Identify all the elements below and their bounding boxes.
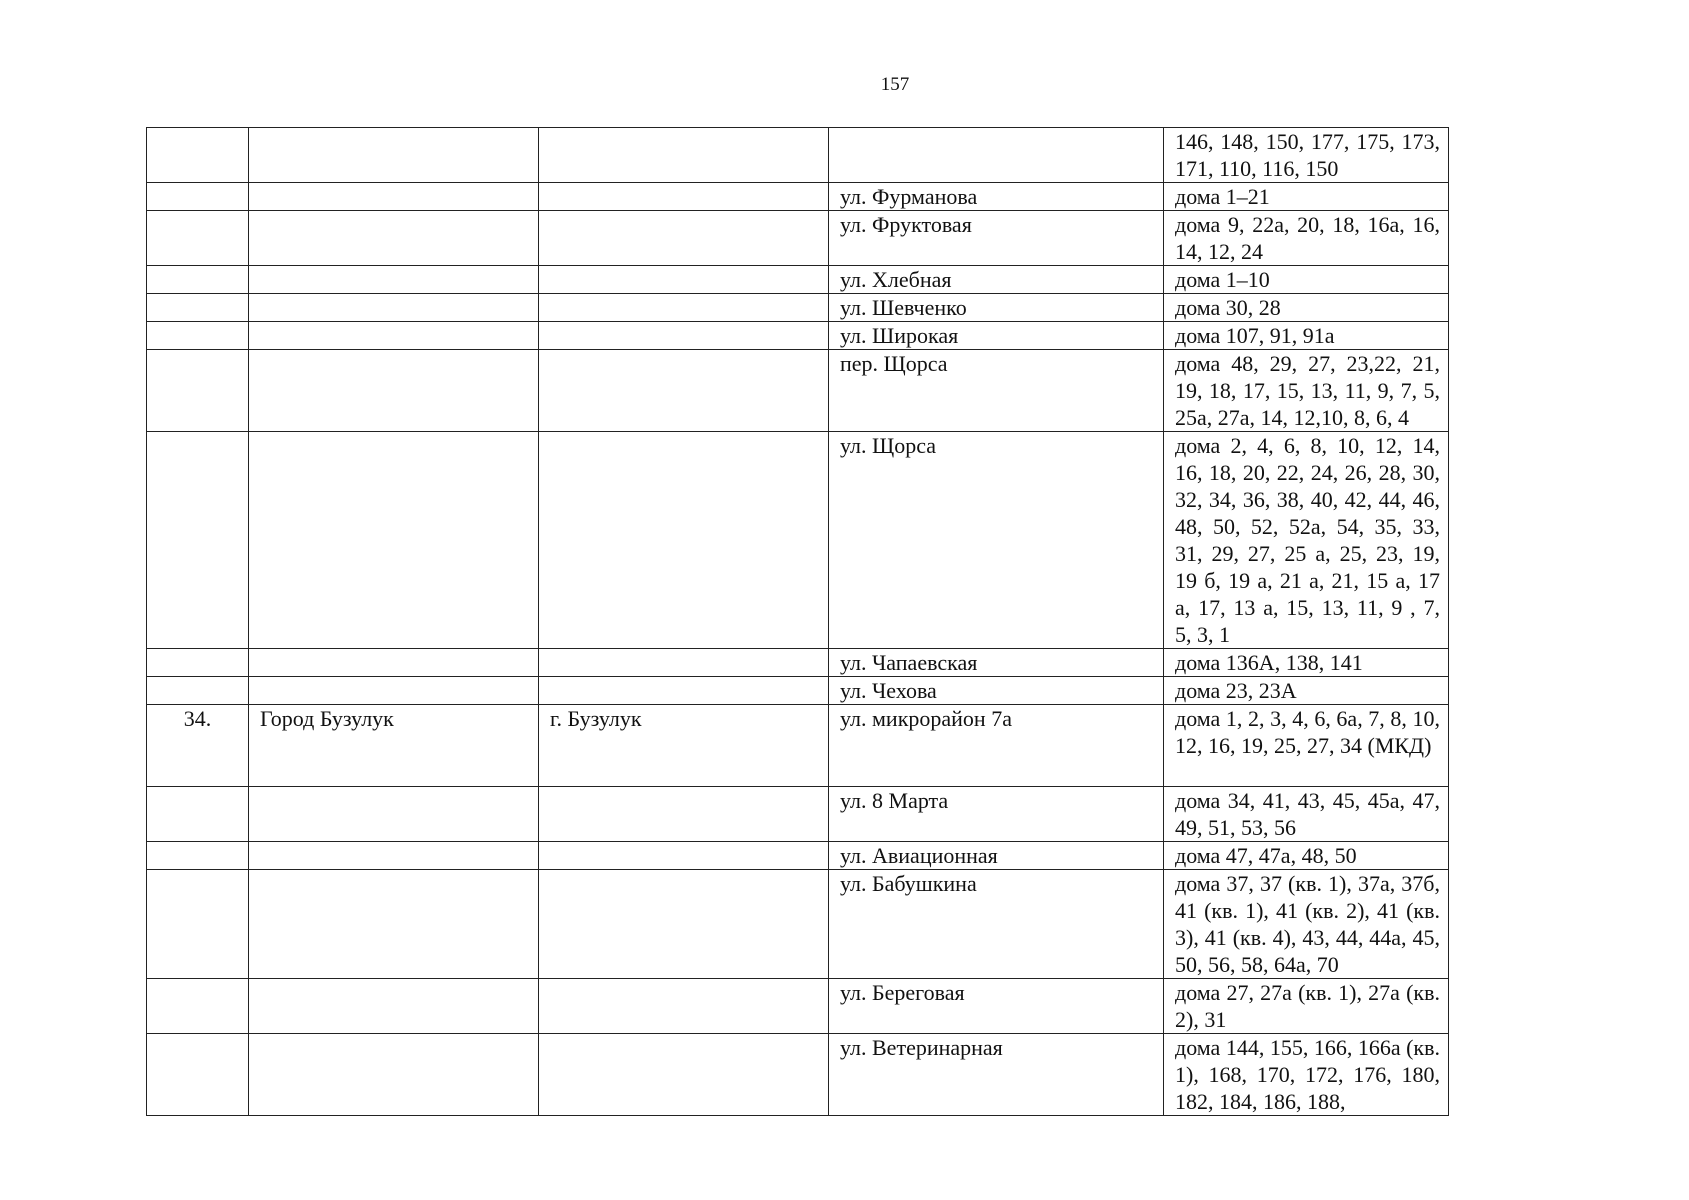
cell-number xyxy=(147,842,249,870)
cell-houses: дома 34, 41, 43, 45, 45а, 47, 49, 51, 53, 56 xyxy=(1164,787,1449,842)
cell-number xyxy=(147,128,249,183)
cell-houses: дома 37, 37 (кв. 1), 37а, 37б, 41 (кв. 1), 41 (кв. 2), 41 (кв. 3), 41 (кв. 4), 43, 44, 44а, 45, 50, 56, 58, 64а, 70 xyxy=(1164,870,1449,979)
cell-street: ул. Фруктовая xyxy=(829,211,1164,266)
cell-street xyxy=(829,128,1164,183)
cell-street: ул. 8 Марта xyxy=(829,787,1164,842)
cell-houses: дома 136А, 138, 141 xyxy=(1164,649,1449,677)
cell-street: ул. Широкая xyxy=(829,322,1164,350)
cell-houses: дома 27, 27а (кв. 1), 27а (кв. 2), 31 xyxy=(1164,979,1449,1034)
cell-houses: 146, 148, 150, 177, 175, 173, 171, 110, 116, 150 xyxy=(1164,128,1449,183)
cell-number xyxy=(147,350,249,432)
cell-number xyxy=(147,183,249,211)
cell-municipality xyxy=(249,1034,539,1116)
cell-locality xyxy=(539,979,829,1034)
cell-municipality xyxy=(249,432,539,649)
cell-number xyxy=(147,870,249,979)
table-row xyxy=(147,211,1449,266)
cell-houses: дома 2, 4, 6, 8, 10, 12, 14, 16, 18, 20, 22, 24, 26, 28, 30, 32, 34, 36, 38, 40, 42, 44, 46, 48, 50, 52, 52а, 54, 35, 33, 31, 29, 27, 25 а, 25, 23, 19, 19 б, 19 а, 21 а, 21, 15 а, 17 а, 17, 13 а, 15, 13, 11, 9 , 7, 5, 3, 1 xyxy=(1164,432,1449,649)
cell-number xyxy=(147,649,249,677)
cell-locality xyxy=(539,649,829,677)
cell-street: пер. Щорса xyxy=(829,350,1164,432)
table-row xyxy=(147,128,1449,183)
table-row xyxy=(147,705,1449,787)
cell-municipality xyxy=(249,649,539,677)
table-row xyxy=(147,677,1449,705)
cell-number xyxy=(147,677,249,705)
cell-houses: дома 30, 28 xyxy=(1164,294,1449,322)
cell-street: ул. Ветеринарная xyxy=(829,1034,1164,1116)
cell-locality xyxy=(539,322,829,350)
cell-locality xyxy=(539,432,829,649)
cell-locality xyxy=(539,128,829,183)
table-row xyxy=(147,649,1449,677)
cell-municipality xyxy=(249,787,539,842)
cell-houses: дома 107, 91, 91а xyxy=(1164,322,1449,350)
cell-locality xyxy=(539,1034,829,1116)
cell-street: ул. Хлебная xyxy=(829,266,1164,294)
cell-municipality xyxy=(249,842,539,870)
cell-street: ул. Авиационная xyxy=(829,842,1164,870)
cell-locality xyxy=(539,211,829,266)
cell-houses: дома 1–21 xyxy=(1164,183,1449,211)
cell-locality xyxy=(539,842,829,870)
cell-municipality xyxy=(249,350,539,432)
cell-locality xyxy=(539,266,829,294)
table-row xyxy=(147,266,1449,294)
cell-street: ул. микрорайон 7а xyxy=(829,705,1164,787)
cell-municipality xyxy=(249,677,539,705)
cell-street: ул. Щорса xyxy=(829,432,1164,649)
cell-municipality: Город Бузулук xyxy=(249,705,539,787)
cell-locality xyxy=(539,350,829,432)
cell-municipality xyxy=(249,322,539,350)
cell-number xyxy=(147,294,249,322)
table-row xyxy=(147,870,1449,979)
table-row xyxy=(147,183,1449,211)
cell-locality xyxy=(539,677,829,705)
table-row xyxy=(147,1034,1449,1116)
cell-street: ул. Береговая xyxy=(829,979,1164,1034)
cell-number xyxy=(147,266,249,294)
cell-street: ул. Бабушкина xyxy=(829,870,1164,979)
cell-houses: дома 1–10 xyxy=(1164,266,1449,294)
cell-street: ул. Чапаевская xyxy=(829,649,1164,677)
table-row xyxy=(147,350,1449,432)
cell-locality: г. Бузулук xyxy=(539,705,829,787)
cell-municipality xyxy=(249,870,539,979)
table-row xyxy=(147,787,1449,842)
cell-number: 34. xyxy=(147,705,249,787)
cell-number xyxy=(147,1034,249,1116)
cell-municipality xyxy=(249,266,539,294)
cell-number xyxy=(147,211,249,266)
table-row xyxy=(147,842,1449,870)
cell-street: ул. Чехова xyxy=(829,677,1164,705)
cell-number xyxy=(147,787,249,842)
table-row xyxy=(147,979,1449,1034)
cell-number xyxy=(147,432,249,649)
cell-houses: дома 144, 155, 166, 166а (кв. 1), 168, 170, 172, 176, 180, 182, 184, 186, 188, xyxy=(1164,1034,1449,1116)
cell-municipality xyxy=(249,211,539,266)
cell-number xyxy=(147,979,249,1034)
address-table xyxy=(146,127,1449,1116)
cell-houses: дома 47, 47а, 48, 50 xyxy=(1164,842,1449,870)
cell-locality xyxy=(539,294,829,322)
cell-houses: дома 23, 23А xyxy=(1164,677,1449,705)
cell-houses: дома 48, 29, 27, 23,22, 21, 19, 18, 17, 15, 13, 11, 9, 7, 5, 25а, 27а, 14, 12,10, 8, 6, 4 xyxy=(1164,350,1449,432)
cell-locality xyxy=(539,787,829,842)
table-row xyxy=(147,294,1449,322)
cell-street: ул. Шевченко xyxy=(829,294,1164,322)
cell-locality xyxy=(539,183,829,211)
cell-houses: дома 9, 22а, 20, 18, 16а, 16, 14, 12, 24 xyxy=(1164,211,1449,266)
table-row xyxy=(147,322,1449,350)
cell-number xyxy=(147,322,249,350)
cell-municipality xyxy=(249,979,539,1034)
cell-municipality xyxy=(249,128,539,183)
cell-street: ул. Фурманова xyxy=(829,183,1164,211)
table-row xyxy=(147,432,1449,649)
cell-municipality xyxy=(249,294,539,322)
cell-locality xyxy=(539,870,829,979)
page-number: 157 xyxy=(880,74,910,95)
cell-municipality xyxy=(249,183,539,211)
cell-houses: дома 1, 2, 3, 4, 6, 6а, 7, 8, 10, 12, 16, 19, 25, 27, 34 (МКД) xyxy=(1164,705,1449,787)
